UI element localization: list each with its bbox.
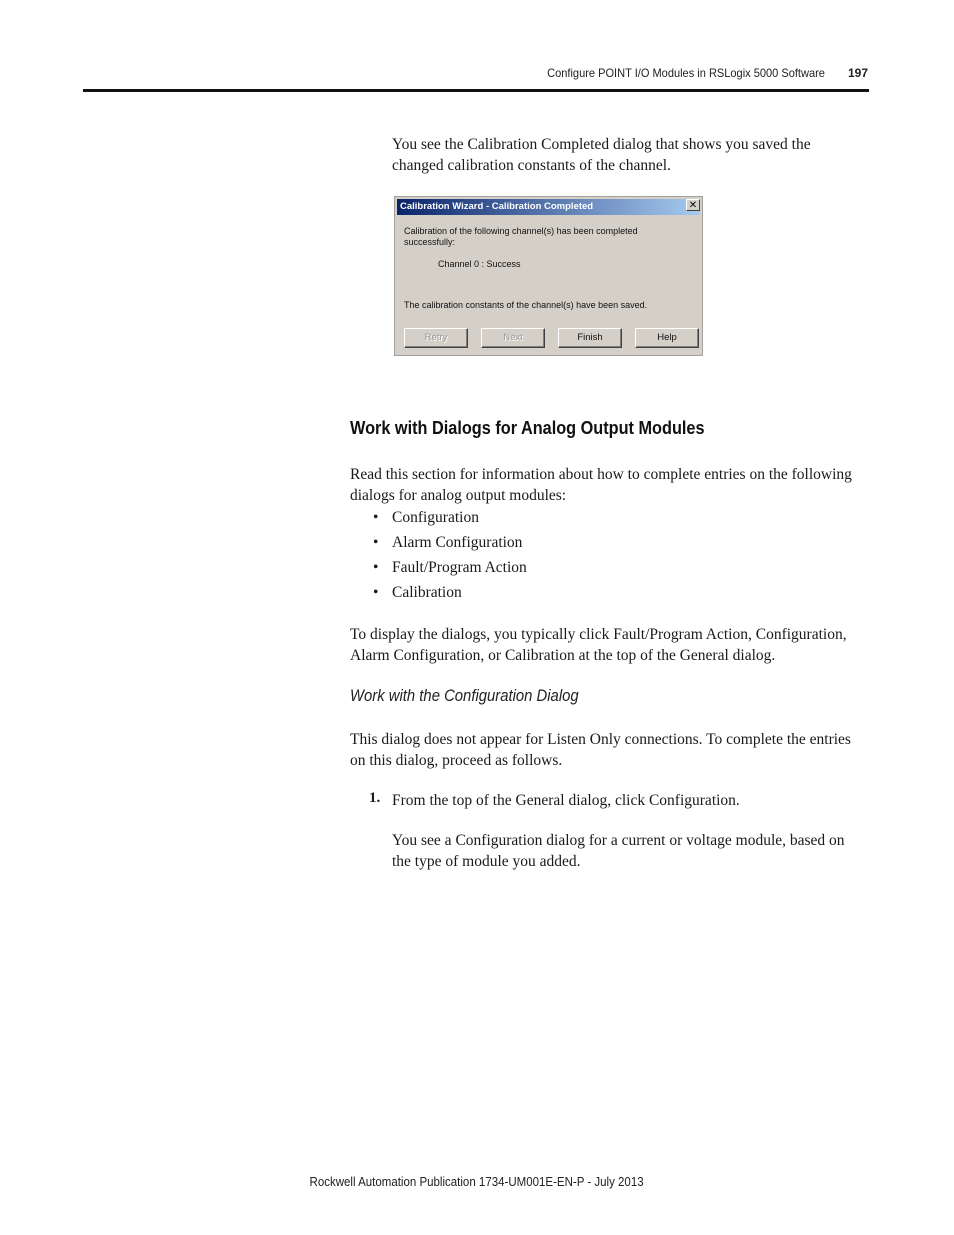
close-icon[interactable]: ✕ [686, 199, 700, 211]
intro-paragraph [392, 134, 811, 176]
dialog-title-bar: Calibration Wizard - Calibration Completed [397, 199, 700, 215]
step-result-paragraph [392, 830, 845, 872]
running-header-title: Configure POINT I/O Modules in RSLogix 5000 Software [547, 66, 825, 80]
next-button[interactable]: Next [481, 328, 545, 348]
bullet-glyph: • [373, 559, 379, 576]
display-dialogs-line-1: To display the dialogs, you typically click Fault/Program Action, Configuration, [350, 626, 847, 643]
section-intro-paragraph [350, 464, 852, 506]
dialog-message-line-1: Calibration of the following channel(s) has been completed [404, 226, 638, 236]
finish-button[interactable]: Finish [558, 328, 622, 348]
bullet-glyph: • [373, 534, 379, 551]
constants-saved-message: The calibration constants of the channel(s) have been saved. [404, 300, 648, 310]
list-item: Configuration [392, 509, 479, 526]
intro-line-1: You see the Calibration Completed dialog that shows you saved the [392, 136, 811, 153]
list-item: Alarm Configuration [392, 534, 523, 551]
page-number: 197 [847, 66, 868, 80]
subsection-line-1: This dialog does not appear for Listen Only connections. To complete the entries [350, 731, 851, 748]
page-footer [0, 1175, 954, 1189]
display-dialogs-paragraph [350, 624, 847, 666]
section-intro-line-1: Read this section for information about how to complete entries on the following [350, 466, 852, 483]
subsection-heading: Work with the Configuration Dialog [350, 687, 579, 705]
bullet-glyph: • [373, 584, 379, 601]
retry-button[interactable]: Retry [404, 328, 468, 348]
intro-line-2: changed calibration constants of the channel. [392, 157, 671, 174]
publication-info: Rockwell Automation Publication 1734-UM001E-EN-P - July 2013 [309, 1175, 645, 1189]
list-item: Fault/Program Action [392, 559, 527, 576]
step-result-line-1: You see a Configuration dialog for a current or voltage module, based on [392, 832, 845, 849]
display-dialogs-line-2: Alarm Configuration, or Calibration at the top of the General dialog. [350, 647, 776, 664]
calibration-completed-dialog [394, 196, 703, 356]
step-number: 1. [369, 790, 381, 806]
subsection-line-2: on this dialog, proceed as follows. [350, 752, 563, 769]
dialog-message-line-2: successfully: [404, 237, 456, 247]
section-intro-line-2: dialogs for analog output modules: [350, 487, 567, 504]
channel-status: Channel 0 : Success [438, 259, 521, 269]
subsection-paragraph [350, 729, 851, 771]
section-heading: Work with Dialogs for Analog Output Modules [350, 417, 705, 438]
step-result-line-2: the type of module you added. [392, 853, 581, 870]
bullet-glyph: • [373, 509, 379, 526]
step-text: From the top of the General dialog, click Configuration. [392, 792, 740, 809]
help-button[interactable]: Help [635, 328, 699, 348]
list-item: Calibration [392, 584, 462, 601]
header-rule [83, 89, 869, 92]
